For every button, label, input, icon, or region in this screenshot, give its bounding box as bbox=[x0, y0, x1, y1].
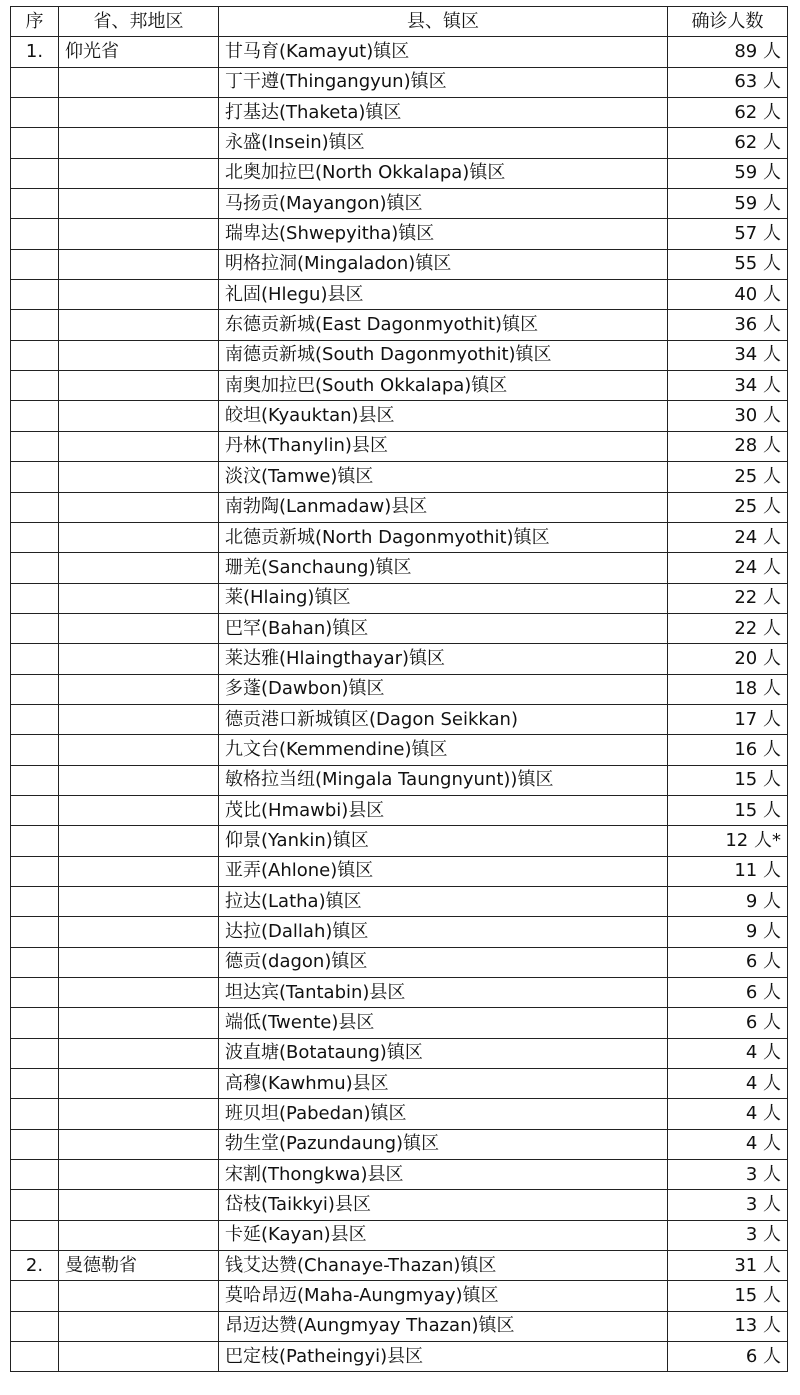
table-row bbox=[11, 978, 788, 1008]
row-seq-empty bbox=[11, 280, 59, 310]
row-seq-empty bbox=[11, 67, 59, 97]
table-row bbox=[11, 644, 788, 674]
table-row bbox=[11, 340, 788, 370]
row-seq-empty bbox=[11, 310, 59, 340]
row-township: 永盛(Insein)镇区 bbox=[219, 128, 668, 158]
row-seq-empty bbox=[11, 765, 59, 795]
header-row bbox=[11, 7, 788, 37]
row-seq-empty bbox=[11, 98, 59, 128]
table-row bbox=[11, 1008, 788, 1038]
row-seq-empty bbox=[11, 1281, 59, 1311]
row-province-empty bbox=[59, 1038, 219, 1068]
row-cases: 13 人 bbox=[668, 1311, 788, 1341]
table-row bbox=[11, 826, 788, 856]
table-row bbox=[11, 462, 788, 492]
row-township: 勃生堂(Pazundaung)镇区 bbox=[219, 1129, 668, 1159]
row-province-empty bbox=[59, 401, 219, 431]
row-township: 敏格拉当纽(Mingala Taungnyunt))镇区 bbox=[219, 765, 668, 795]
row-seq-empty bbox=[11, 826, 59, 856]
row-seq-empty bbox=[11, 1220, 59, 1250]
row-province-empty bbox=[59, 98, 219, 128]
row-cases: 6 人 bbox=[668, 1342, 788, 1372]
row-province: 曼德勒省 bbox=[59, 1251, 219, 1281]
row-township: 仰景(Yankin)镇区 bbox=[219, 826, 668, 856]
row-township: 坦达宾(Tantabin)县区 bbox=[219, 978, 668, 1008]
row-province-empty bbox=[59, 431, 219, 461]
row-cases: 15 人 bbox=[668, 1281, 788, 1311]
row-province-empty bbox=[59, 795, 219, 825]
row-cases: 62 人 bbox=[668, 128, 788, 158]
row-township: 瑞卑达(Shwepyitha)镇区 bbox=[219, 219, 668, 249]
row-seq-empty bbox=[11, 644, 59, 674]
table-row bbox=[11, 704, 788, 734]
table-row bbox=[11, 1311, 788, 1341]
table-row bbox=[11, 67, 788, 97]
header-cases: 确诊人数 bbox=[668, 7, 788, 37]
row-cases: 57 人 bbox=[668, 219, 788, 249]
row-cases: 9 人 bbox=[668, 917, 788, 947]
row-township: 莱(Hlaing)镇区 bbox=[219, 583, 668, 613]
table-row bbox=[11, 1281, 788, 1311]
row-cases: 55 人 bbox=[668, 249, 788, 279]
row-province-empty bbox=[59, 856, 219, 886]
row-cases: 6 人 bbox=[668, 1008, 788, 1038]
row-cases: 40 人 bbox=[668, 280, 788, 310]
row-seq-empty bbox=[11, 917, 59, 947]
row-township: 波直塘(Botataung)镇区 bbox=[219, 1038, 668, 1068]
table-row bbox=[11, 1190, 788, 1220]
row-cases: 9 人 bbox=[668, 886, 788, 916]
row-province-empty bbox=[59, 128, 219, 158]
row-cases: 24 人 bbox=[668, 553, 788, 583]
row-township: 丁干遵(Thingangyun)镇区 bbox=[219, 67, 668, 97]
header-seq: 序 bbox=[11, 7, 59, 37]
row-township: 德贡港口新城镇区(Dagon Seikkan) bbox=[219, 704, 668, 734]
row-seq-empty bbox=[11, 371, 59, 401]
row-seq-empty bbox=[11, 401, 59, 431]
table-row bbox=[11, 158, 788, 188]
row-township: 明格拉洞(Mingaladon)镇区 bbox=[219, 249, 668, 279]
row-seq-empty bbox=[11, 249, 59, 279]
row-seq-empty bbox=[11, 128, 59, 158]
row-province-empty bbox=[59, 1220, 219, 1250]
row-province-empty bbox=[59, 1129, 219, 1159]
row-cases: 22 人 bbox=[668, 583, 788, 613]
row-seq-empty bbox=[11, 886, 59, 916]
row-seq-empty bbox=[11, 1160, 59, 1190]
row-province-empty bbox=[59, 1311, 219, 1341]
row-cases: 4 人 bbox=[668, 1069, 788, 1099]
row-township: 德贡(dagon)镇区 bbox=[219, 947, 668, 977]
row-province-empty bbox=[59, 492, 219, 522]
row-township: 莫哈昂迈(Maha-Aungmyay)镇区 bbox=[219, 1281, 668, 1311]
row-township: 高穆(Kawhmu)县区 bbox=[219, 1069, 668, 1099]
row-province-empty bbox=[59, 1160, 219, 1190]
row-township: 北奥加拉巴(North Okkalapa)镇区 bbox=[219, 158, 668, 188]
row-township: 马扬贡(Mayangon)镇区 bbox=[219, 189, 668, 219]
row-cases: 18 人 bbox=[668, 674, 788, 704]
row-seq: 1. bbox=[11, 37, 59, 67]
row-township: 巴罕(Bahan)镇区 bbox=[219, 613, 668, 643]
table-row bbox=[11, 765, 788, 795]
table-row bbox=[11, 1069, 788, 1099]
row-cases: 6 人 bbox=[668, 947, 788, 977]
row-cases: 30 人 bbox=[668, 401, 788, 431]
row-province-empty bbox=[59, 158, 219, 188]
row-cases: 62 人 bbox=[668, 98, 788, 128]
table-row bbox=[11, 37, 788, 67]
header-township: 县、镇区 bbox=[219, 7, 668, 37]
table-row bbox=[11, 1129, 788, 1159]
row-cases: 34 人 bbox=[668, 371, 788, 401]
row-township: 北德贡新城(North Dagonmyothit)镇区 bbox=[219, 522, 668, 552]
row-province-empty bbox=[59, 189, 219, 219]
row-township: 多蓬(Dawbon)镇区 bbox=[219, 674, 668, 704]
row-cases: 17 人 bbox=[668, 704, 788, 734]
table-row bbox=[11, 735, 788, 765]
row-seq-empty bbox=[11, 462, 59, 492]
row-seq-empty bbox=[11, 158, 59, 188]
row-province-empty bbox=[59, 1190, 219, 1220]
table-row bbox=[11, 1099, 788, 1129]
table-row bbox=[11, 1038, 788, 1068]
table-row bbox=[11, 674, 788, 704]
row-cases: 59 人 bbox=[668, 189, 788, 219]
row-province-empty bbox=[59, 735, 219, 765]
row-province-empty bbox=[59, 462, 219, 492]
row-township: 淡汶(Tamwe)镇区 bbox=[219, 462, 668, 492]
row-cases: 25 人 bbox=[668, 462, 788, 492]
table-row bbox=[11, 189, 788, 219]
row-cases: 63 人 bbox=[668, 67, 788, 97]
case-table bbox=[10, 6, 788, 1372]
row-province-empty bbox=[59, 917, 219, 947]
table-row bbox=[11, 553, 788, 583]
row-seq-empty bbox=[11, 492, 59, 522]
row-seq-empty bbox=[11, 1342, 59, 1372]
row-province-empty bbox=[59, 67, 219, 97]
row-province-empty bbox=[59, 1069, 219, 1099]
row-province-empty bbox=[59, 1008, 219, 1038]
row-township: 巴定枝(Patheingyi)县区 bbox=[219, 1342, 668, 1372]
table-row bbox=[11, 249, 788, 279]
row-cases: 28 人 bbox=[668, 431, 788, 461]
row-township: 端低(Twente)县区 bbox=[219, 1008, 668, 1038]
row-seq-empty bbox=[11, 553, 59, 583]
row-seq-empty bbox=[11, 947, 59, 977]
table-row bbox=[11, 856, 788, 886]
row-cases: 3 人 bbox=[668, 1190, 788, 1220]
row-province-empty bbox=[59, 310, 219, 340]
row-seq-empty bbox=[11, 1190, 59, 1220]
table-row bbox=[11, 613, 788, 643]
table-row bbox=[11, 492, 788, 522]
row-cases: 24 人 bbox=[668, 522, 788, 552]
row-province-empty bbox=[59, 1342, 219, 1372]
table-row bbox=[11, 371, 788, 401]
row-province-empty bbox=[59, 522, 219, 552]
row-seq-empty bbox=[11, 1311, 59, 1341]
table-row bbox=[11, 401, 788, 431]
row-township: 九文台(Kemmendine)镇区 bbox=[219, 735, 668, 765]
header-province: 省、邦地区 bbox=[59, 7, 219, 37]
row-seq-empty bbox=[11, 1038, 59, 1068]
row-province-empty bbox=[59, 644, 219, 674]
row-township: 打基达(Thaketa)镇区 bbox=[219, 98, 668, 128]
table-row bbox=[11, 128, 788, 158]
table-row bbox=[11, 522, 788, 552]
row-province-empty bbox=[59, 704, 219, 734]
row-township: 莱达雅(Hlaingthayar)镇区 bbox=[219, 644, 668, 674]
row-cases: 59 人 bbox=[668, 158, 788, 188]
row-province-empty bbox=[59, 1281, 219, 1311]
row-cases: 3 人 bbox=[668, 1160, 788, 1190]
row-province-empty bbox=[59, 249, 219, 279]
table-body bbox=[11, 37, 788, 1372]
row-cases: 3 人 bbox=[668, 1220, 788, 1250]
row-seq-empty bbox=[11, 1008, 59, 1038]
table-row bbox=[11, 1160, 788, 1190]
row-seq-empty bbox=[11, 795, 59, 825]
row-cases: 6 人 bbox=[668, 978, 788, 1008]
table-row bbox=[11, 917, 788, 947]
row-province-empty bbox=[59, 583, 219, 613]
row-province-empty bbox=[59, 1099, 219, 1129]
row-cases: 31 人 bbox=[668, 1251, 788, 1281]
row-township: 南奥加拉巴(South Okkalapa)镇区 bbox=[219, 371, 668, 401]
row-seq-empty bbox=[11, 522, 59, 552]
row-seq-empty bbox=[11, 704, 59, 734]
table-row bbox=[11, 1342, 788, 1372]
row-township: 南勃陶(Lanmadaw)县区 bbox=[219, 492, 668, 522]
row-seq-empty bbox=[11, 1099, 59, 1129]
table-row bbox=[11, 886, 788, 916]
row-province-empty bbox=[59, 978, 219, 1008]
table-header bbox=[11, 7, 788, 37]
row-township: 钱艾达赞(Chanaye-Thazan)镇区 bbox=[219, 1251, 668, 1281]
row-province-empty bbox=[59, 340, 219, 370]
row-province-empty bbox=[59, 765, 219, 795]
row-seq-empty bbox=[11, 735, 59, 765]
row-province-empty bbox=[59, 947, 219, 977]
row-township: 珊羌(Sanchaung)镇区 bbox=[219, 553, 668, 583]
row-seq-empty bbox=[11, 340, 59, 370]
row-cases: 16 人 bbox=[668, 735, 788, 765]
row-seq-empty bbox=[11, 583, 59, 613]
row-province-empty bbox=[59, 280, 219, 310]
row-township: 亚弄(Ahlone)镇区 bbox=[219, 856, 668, 886]
row-cases: 12 人* bbox=[668, 826, 788, 856]
row-cases: 4 人 bbox=[668, 1099, 788, 1129]
row-township: 茂比(Hmawbi)县区 bbox=[219, 795, 668, 825]
row-province-empty bbox=[59, 371, 219, 401]
table-row bbox=[11, 1220, 788, 1250]
row-township: 丹林(Thanylin)县区 bbox=[219, 431, 668, 461]
row-seq-empty bbox=[11, 1129, 59, 1159]
row-seq-empty bbox=[11, 674, 59, 704]
table-row bbox=[11, 310, 788, 340]
row-cases: 25 人 bbox=[668, 492, 788, 522]
row-township: 昂迈达赞(Aungmyay Thazan)镇区 bbox=[219, 1311, 668, 1341]
row-township: 班贝坦(Pabedan)镇区 bbox=[219, 1099, 668, 1129]
row-cases: 11 人 bbox=[668, 856, 788, 886]
row-seq-empty bbox=[11, 189, 59, 219]
row-province-empty bbox=[59, 553, 219, 583]
row-province-empty bbox=[59, 826, 219, 856]
row-cases: 89 人 bbox=[668, 37, 788, 67]
row-township: 东德贡新城(East Dagonmyothit)镇区 bbox=[219, 310, 668, 340]
row-township: 礼固(Hlegu)县区 bbox=[219, 280, 668, 310]
row-seq-empty bbox=[11, 1069, 59, 1099]
row-seq: 2. bbox=[11, 1251, 59, 1281]
table-row bbox=[11, 583, 788, 613]
row-seq-empty bbox=[11, 856, 59, 886]
row-township: 达拉(Dallah)镇区 bbox=[219, 917, 668, 947]
row-cases: 15 人 bbox=[668, 765, 788, 795]
row-seq-empty bbox=[11, 978, 59, 1008]
row-township: 卡延(Kayan)县区 bbox=[219, 1220, 668, 1250]
row-cases: 22 人 bbox=[668, 613, 788, 643]
row-township: 甘马育(Kamayut)镇区 bbox=[219, 37, 668, 67]
table-row bbox=[11, 431, 788, 461]
row-province: 仰光省 bbox=[59, 37, 219, 67]
table-row bbox=[11, 947, 788, 977]
row-township: 岱枝(Taikkyi)县区 bbox=[219, 1190, 668, 1220]
table-row bbox=[11, 280, 788, 310]
row-cases: 34 人 bbox=[668, 340, 788, 370]
row-cases: 36 人 bbox=[668, 310, 788, 340]
row-township: 皎坦(Kyauktan)县区 bbox=[219, 401, 668, 431]
row-township: 拉达(Latha)镇区 bbox=[219, 886, 668, 916]
row-province-empty bbox=[59, 674, 219, 704]
row-seq-empty bbox=[11, 613, 59, 643]
table-row bbox=[11, 795, 788, 825]
row-cases: 4 人 bbox=[668, 1038, 788, 1068]
row-cases: 15 人 bbox=[668, 795, 788, 825]
row-township: 南德贡新城(South Dagonmyothit)镇区 bbox=[219, 340, 668, 370]
row-province-empty bbox=[59, 886, 219, 916]
row-province-empty bbox=[59, 219, 219, 249]
table-row bbox=[11, 219, 788, 249]
row-township: 宋割(Thongkwa)县区 bbox=[219, 1160, 668, 1190]
row-cases: 4 人 bbox=[668, 1129, 788, 1159]
row-seq-empty bbox=[11, 431, 59, 461]
row-province-empty bbox=[59, 613, 219, 643]
row-seq-empty bbox=[11, 219, 59, 249]
table-row bbox=[11, 1251, 788, 1281]
table-row bbox=[11, 98, 788, 128]
row-cases: 20 人 bbox=[668, 644, 788, 674]
